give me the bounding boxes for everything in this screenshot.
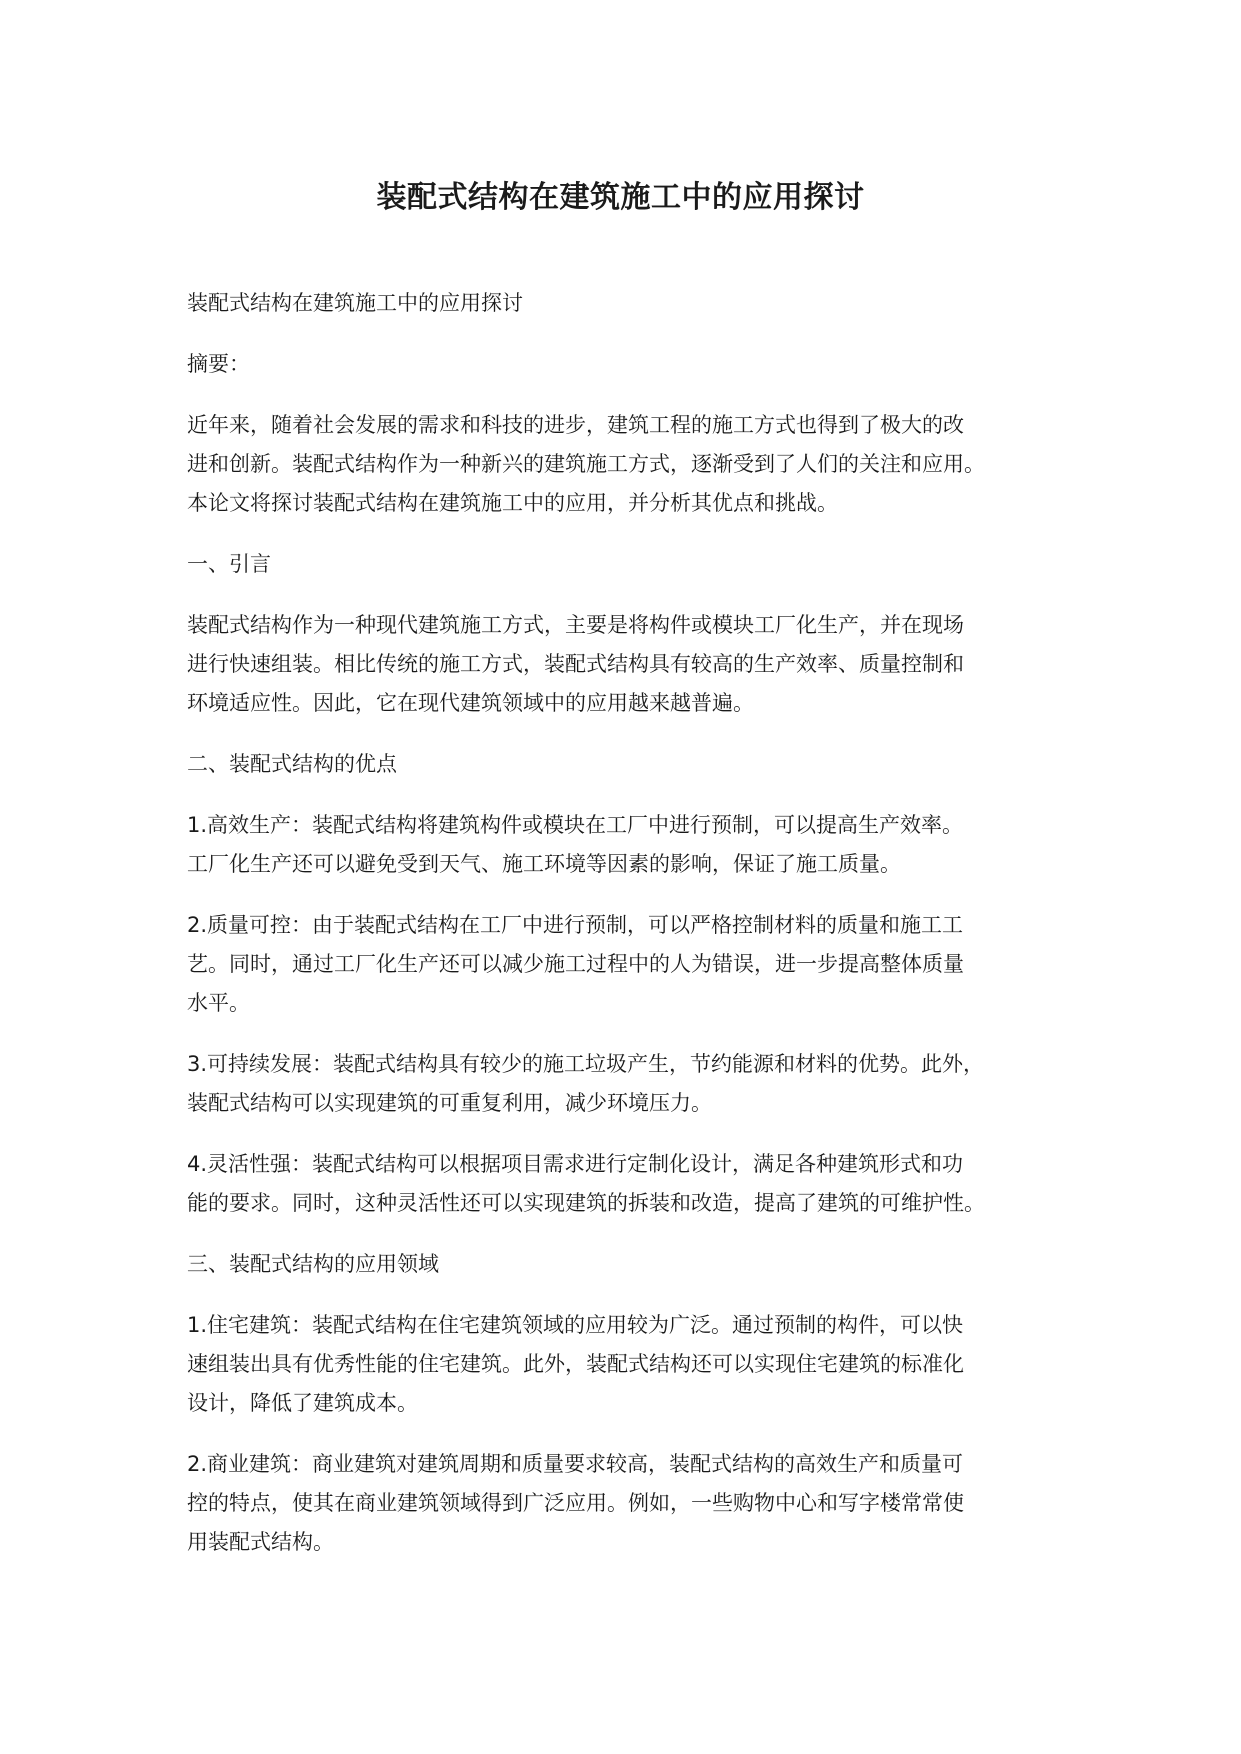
text-line: 一、引言 xyxy=(187,552,271,576)
paragraph xyxy=(187,906,1087,1023)
paragraph xyxy=(187,345,1087,384)
paragraph xyxy=(187,406,1087,523)
text-line: 装配式结构作为一种现代建筑施工方式，主要是将构件或模块工厂化生产，并在现场 xyxy=(187,613,964,637)
paragraph xyxy=(187,745,1087,784)
paragraph xyxy=(187,806,1087,884)
text-line: 用装配式结构。 xyxy=(187,1530,334,1554)
text-line: 3.可持续发展：装配式结构具有较少的施工垃圾产生，节约能源和材料的优势。此外， xyxy=(187,1052,985,1076)
text-line: 本论文将探讨装配式结构在建筑施工中的应用，并分析其优点和挑战。 xyxy=(187,491,838,515)
paragraph xyxy=(187,606,1087,723)
text-line: 装配式结构在建筑施工中的应用探讨 xyxy=(187,291,523,315)
text-line: 装配式结构可以实现建筑的可重复利用，减少环境压力。 xyxy=(187,1091,712,1115)
text-line: 摘要： xyxy=(187,352,250,376)
paragraph xyxy=(187,1145,1087,1223)
paragraph xyxy=(187,1245,1087,1284)
text-line: 进行快速组装。相比传统的施工方式，装配式结构具有较高的生产效率、质量控制和 xyxy=(187,652,964,676)
text-line: 1.住宅建筑：装配式结构在住宅建筑领域的应用较为广泛。通过预制的构件，可以快 xyxy=(187,1313,964,1337)
text-line: 2.质量可控：由于装配式结构在工厂中进行预制，可以严格控制材料的质量和施工工 xyxy=(187,913,964,937)
paragraph xyxy=(187,1045,1087,1123)
document-body xyxy=(187,284,1087,1584)
text-line: 环境适应性。因此，它在现代建筑领域中的应用越来越普遍。 xyxy=(187,691,754,715)
text-line: 艺。同时，通过工厂化生产还可以减少施工过程中的人为错误，进一步提高整体质量 xyxy=(187,952,964,976)
text-line: 1.高效生产：装配式结构将建筑构件或模块在工厂中进行预制，可以提高生产效率。 xyxy=(187,813,964,837)
text-line: 二、装配式结构的优点 xyxy=(187,752,397,776)
text-line: 三、装配式结构的应用领域 xyxy=(187,1252,439,1276)
text-line: 速组装出具有优秀性能的住宅建筑。此外，装配式结构还可以实现住宅建筑的标准化 xyxy=(187,1352,964,1376)
text-line: 工厂化生产还可以避免受到天气、施工环境等因素的影响，保证了施工质量。 xyxy=(187,852,901,876)
text-line: 4.灵活性强：装配式结构可以根据项目需求进行定制化设计，满足各种建筑形式和功 xyxy=(187,1152,964,1176)
paragraph xyxy=(187,284,1087,323)
text-line: 近年来，随着社会发展的需求和科技的进步，建筑工程的施工方式也得到了极大的改 xyxy=(187,413,964,437)
paragraph xyxy=(187,1445,1087,1562)
paragraph xyxy=(187,545,1087,584)
text-line: 进和创新。装配式结构作为一种新兴的建筑施工方式，逐渐受到了人们的关注和应用。 xyxy=(187,452,985,476)
text-line: 设计，降低了建筑成本。 xyxy=(187,1391,418,1415)
text-line: 控的特点，使其在商业建筑领域得到广泛应用。例如，一些购物中心和写字楼常常使 xyxy=(187,1491,964,1515)
text-line: 水平。 xyxy=(187,991,250,1015)
text-line: 2.商业建筑：商业建筑对建筑周期和质量要求较高，装配式结构的高效生产和质量可 xyxy=(187,1452,964,1476)
paragraph xyxy=(187,1306,1087,1423)
text-line: 能的要求。同时，这种灵活性还可以实现建筑的拆装和改造，提高了建筑的可维护性。 xyxy=(187,1191,985,1215)
page-title: 装配式结构在建筑施工中的应用探讨 xyxy=(376,180,865,215)
